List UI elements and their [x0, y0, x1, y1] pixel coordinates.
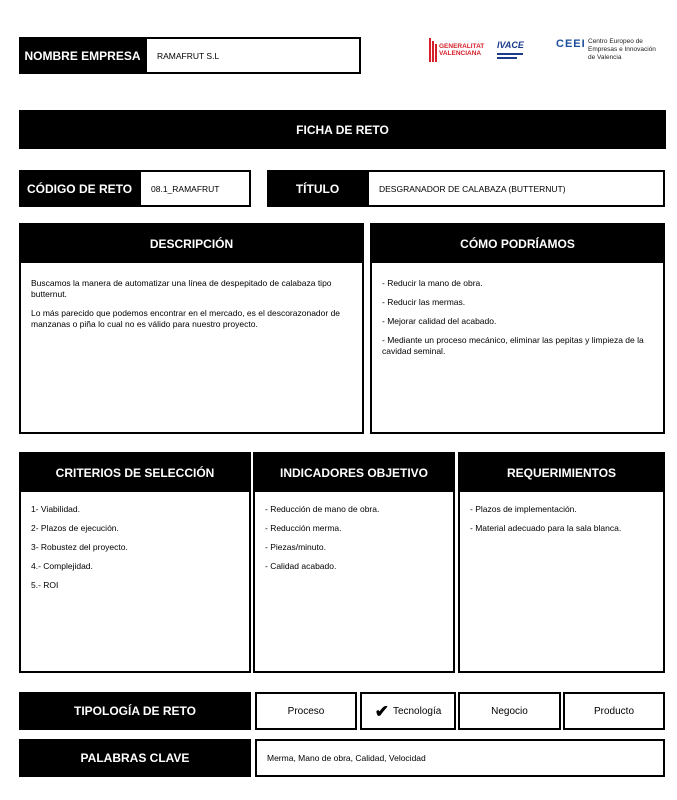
indicators-heading: INDICADORES OBJETIVO: [255, 454, 453, 492]
how-might-we-panel: [370, 223, 665, 434]
code-value: 08.1_RAMAFRUT: [139, 170, 251, 207]
requirements-panel: [458, 452, 665, 673]
option-label: Tecnología: [392, 705, 442, 717]
option-label: Proceso: [287, 705, 325, 717]
typology-option-producto[interactable]: [563, 692, 665, 730]
typology-label: TIPOLOGÍA DE RETO: [19, 692, 251, 730]
ceei-mark: CEEI: [556, 38, 586, 50]
typology-option-proceso[interactable]: [255, 692, 357, 730]
list-item: - Material adecuado para la sala blanca.: [470, 523, 622, 534]
list-item: 4.- Complejidad.: [31, 561, 93, 572]
how-might-we-heading: CÓMO PODRÍAMOS: [372, 225, 663, 263]
checkmark-icon: ✔: [374, 701, 389, 721]
list-item: - Reducir la mano de obra.: [382, 278, 483, 288]
ceei-text-3: de Valencia: [588, 53, 622, 61]
list-item: - Reducir las mermas.: [382, 297, 466, 308]
list-item: - Piezas/minuto.: [265, 542, 326, 553]
gva-text-2: VALENCIANA: [439, 50, 482, 58]
list-item: 2- Plazos de ejecución.: [31, 523, 119, 534]
generalitat-logo: [428, 38, 490, 64]
ivace-text: IVACE: [497, 40, 524, 50]
keywords-value: Merma, Mano de obra, Calidad, Velocidad: [255, 739, 665, 777]
ivace-logo: [497, 40, 529, 62]
company-value: RAMAFRUT S.L: [145, 37, 361, 74]
list-item: - Reducción de mano de obra.: [265, 504, 380, 514]
indicators-panel: [253, 452, 455, 673]
ceei-text-1: Centro Europeo de: [588, 38, 643, 45]
description-paragraph: Buscamos la manera de automatizar una línea de despepitado de calabaza tipo butternut.: [31, 278, 332, 300]
gva-text-1: GENERALITAT: [439, 43, 485, 50]
ceei-logo: [556, 38, 666, 64]
list-item: - Mediante un proceso mecánico, eliminar las pepitas y limpieza de la cavidad seminal.: [382, 335, 644, 357]
criteria-heading: CRITERIOS DE SELECCIÓN: [21, 454, 249, 492]
gva-emblem-icon: [428, 38, 437, 62]
title-label: TÍTULO: [267, 170, 368, 207]
list-item: - Plazos de implementación.: [470, 504, 577, 514]
keywords-label: PALABRAS CLAVE: [19, 739, 251, 777]
list-item: - Mejorar calidad del acabado.: [382, 316, 497, 327]
code-label: CÓDIGO DE RETO: [19, 170, 140, 207]
list-item: - Reducción merma.: [265, 523, 342, 534]
option-label: Producto: [593, 705, 635, 717]
description-panel: [19, 223, 364, 434]
typology-option-negocio[interactable]: [458, 692, 561, 730]
option-label: Negocio: [491, 705, 528, 717]
list-item: 1- Viabilidad.: [31, 504, 80, 514]
ceei-text-2: Empresas e Innovación: [588, 45, 656, 53]
company-label: NOMBRE EMPRESA: [19, 37, 146, 74]
title-value: DESGRANADOR DE CALABAZA (BUTTERNUT): [367, 170, 665, 207]
typology-option-tecnologia[interactable]: [360, 692, 456, 730]
list-item: 5.- ROI: [31, 580, 59, 591]
page-title: FICHA DE RETO: [19, 110, 666, 149]
description-paragraph: Lo más parecido que podemos encontrar en el mercado, es el descorazonador de manzanas o piña lo cual no es válido para nuestro proyecto.: [31, 308, 341, 330]
description-heading: DESCRIPCIÓN: [21, 225, 362, 263]
list-item: 3- Robustez del proyecto.: [31, 542, 128, 553]
criteria-panel: [19, 452, 251, 673]
requirements-heading: REQUERIMIENTOS: [460, 454, 663, 492]
list-item: - Calidad acabado.: [265, 561, 337, 572]
